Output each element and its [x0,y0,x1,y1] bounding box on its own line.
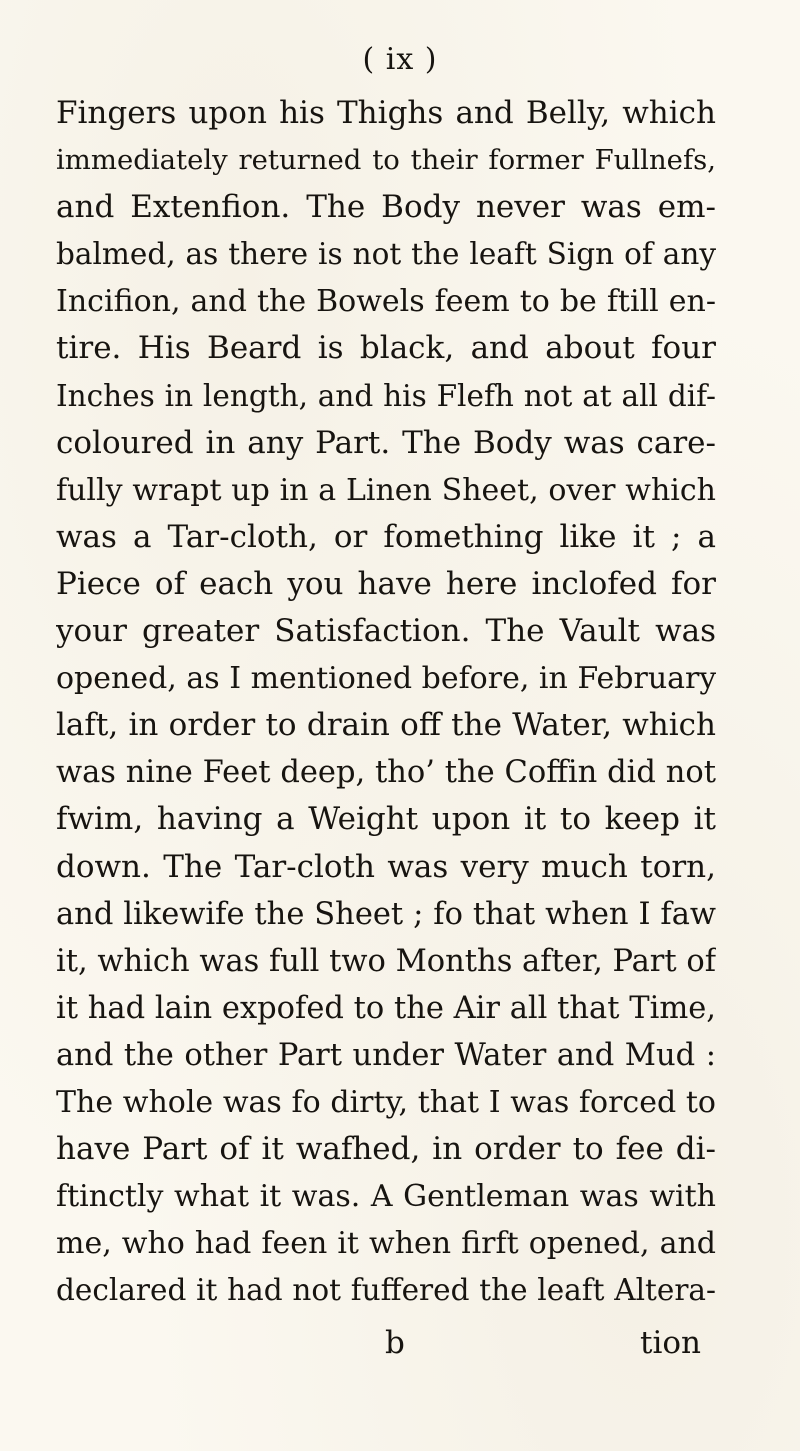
text-line: your greater Satisfaction. The Vault was [56,613,716,650]
catchword: tion [640,1325,702,1361]
body-text [56,90,716,1314]
text-line: Fingers upon his Thighs and Belly, which [56,95,716,131]
text-line: balmed, as there is not the leaft Sign of any [56,237,716,272]
text-line: opened, as I mentioned before, in February [56,661,716,697]
text-line: The whole was fo dirty, that I was forced to [56,1084,716,1120]
text-line: was a Tar-cloth, or fomething like it ; a [56,518,716,555]
text-line: was nine Feet deep, tho’ the Coffin did not [56,755,716,791]
text-line: fwim, having a Weight upon it to keep it [56,801,716,838]
text-line: have Part of it wafhed, in order to fee di- [56,1131,716,1168]
text-line: and likewife the Sheet ; fo that when I faw [56,896,716,932]
text-line: immediately returned to their former Fullnefs, [56,144,716,177]
text-line: tire. His Beard is black, and about four [56,330,716,367]
text-line: declared it had not fuffered the leaft Altera- [56,1273,716,1308]
text-line: ftinctly what it was. A Gentleman was with [56,1179,716,1215]
text-line: Incifion, and the Bowels feem to be ftill en- [56,284,716,320]
text-line: it had lain expofed to the Air all that Time, [56,990,716,1026]
page-number: ( ix ) [362,42,438,77]
text-line: Inches in length, and his Flefh not at all dif- [56,378,716,413]
text-line: it, which was full two Months after, Part of [56,943,716,979]
text-line: Piece of each you have here inclofed for [56,565,716,602]
text-line: and the other Part under Water and Mud : [56,1037,716,1073]
text-line: and Extenfion. The Body never was em- [56,189,716,226]
text-line: coloured in any Part. The Body was care- [56,424,716,461]
text-line: fully wrapt up in a Linen Sheet, over which [56,472,716,508]
text-line: down. The Tar-cloth was very much torn, [56,848,716,885]
text-line: laft, in order to drain off the Water, which [56,707,716,744]
page-footer [0,1318,800,1368]
text-line: me, who had feen it when firft opened, and [56,1226,716,1262]
signature-mark: b [385,1325,405,1361]
